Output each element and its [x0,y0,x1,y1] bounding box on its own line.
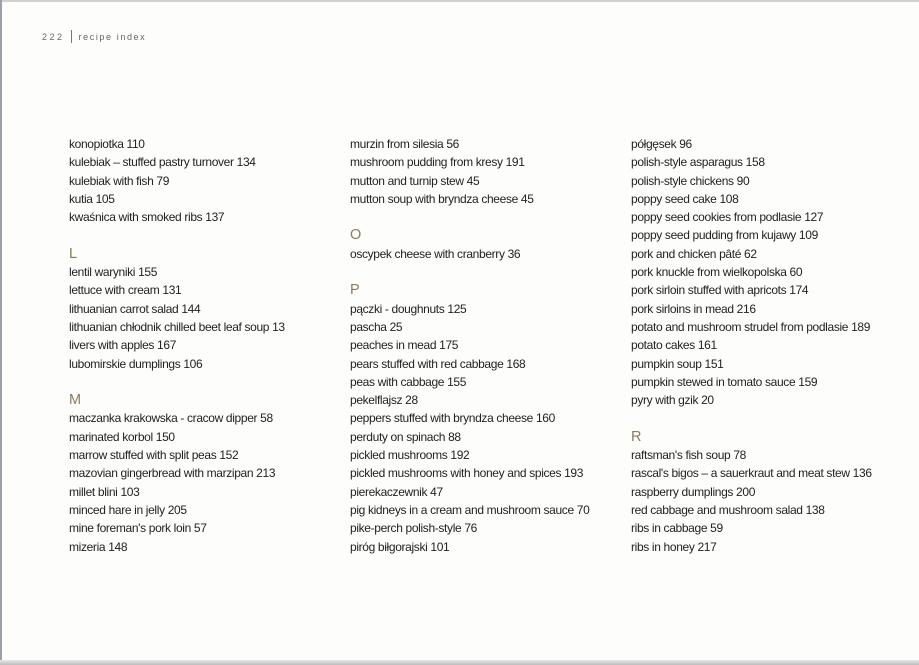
index-entry: mizeria 148 [69,539,128,554]
index-entry: polish-style asparagus 158 [631,155,765,170]
index-entry: kulebiak with fish 79 [69,173,170,188]
index-entry: mutton and turnip stew 45 [350,173,480,188]
index-entry: raspberry dumplings 200 [631,484,756,499]
spacer [69,226,285,244]
spacer [631,409,872,427]
index-entry: rascal's bigos – a sauerkraut and meat stew 136 [631,466,872,481]
index-entry: kutia 105 [69,191,115,206]
index-column-3 [631,135,872,556]
index-entry: poppy seed cake 108 [631,191,739,206]
index-entry: polish-style chickens 90 [631,173,750,188]
letter-heading: L [69,245,78,262]
index-entry: peas with cabbage 155 [350,374,467,389]
scan-edge-top [0,0,919,2]
index-entry: pork knuckle from wielkopolska 60 [631,265,803,280]
scan-edge-bottom [0,660,919,665]
index-entry: raftsman's fish soup 78 [631,448,746,463]
index-entry: marrow stuffed with split peas 152 [69,448,239,463]
index-column-2 [350,135,589,556]
index-entry: lentil waryniki 155 [69,265,158,280]
index-entry: pyry with gzik 20 [631,393,714,408]
letter-heading: R [631,428,642,445]
index-entry: kwaśnica with smoked ribs 137 [69,210,225,225]
page-number: 222 [42,31,65,42]
index-entry: pork and chicken pâté 62 [631,246,757,261]
index-entry: maczanka krakowska - cracow dipper 58 [69,411,273,426]
index-entry: marinated korbol 150 [69,429,175,444]
index-entry: pekelflajsz 28 [350,393,418,408]
index-column-1 [69,135,285,556]
index-entry: pumpkin soup 151 [631,356,724,371]
index-entry: pig kidneys in a cream and mushroom sauce 70 [350,502,590,517]
letter-heading: M [69,392,82,409]
index-entry: pascha 25 [350,319,403,334]
index-entry: pumpkin stewed in tomato sauce 159 [631,374,818,389]
index-entry: mazovian gingerbread with marzipan 213 [69,466,276,481]
index-entry: ribs in honey 217 [631,539,717,554]
letter-heading: P [350,282,360,299]
index-entry: peaches in mead 175 [350,338,459,353]
index-entry: lithuanian carrot salad 144 [69,301,201,316]
index-entry: mushroom pudding from kresy 191 [350,155,525,170]
index-entry: piróg biłgorajski 101 [350,539,450,554]
index-entry: pierekaczewnik 47 [350,484,443,499]
index-entry: peppers stuffed with bryndza cheese 160 [350,411,555,426]
index-entry: lubomirskie dumplings 106 [69,356,203,371]
section-title: recipe index [78,31,147,42]
index-entry: poppy seed pudding from kujawy 109 [631,228,818,243]
index-entry: oscypek cheese with cranberry 36 [350,246,521,261]
index-entry: potato and mushroom strudel from podlasie 189 [631,319,871,334]
index-entry: półgęsek 96 [631,137,692,151]
index-entry: perduty on spinach 88 [350,429,461,444]
index-entry: pączki - doughnuts 125 [350,301,467,316]
index-entry: pears stuffed with red cabbage 168 [350,356,526,371]
index-entry: poppy seed cookies from podlasie 127 [631,210,824,225]
index-entry: pickled mushrooms 192 [350,448,470,463]
index-entry: livers with apples 167 [69,338,177,353]
divider [71,30,72,43]
spacer [350,263,589,281]
index-entry: pickled mushrooms with honey and spices 193 [350,466,584,481]
index-entry: kulebiak – stuffed pastry turnover 134 [69,155,256,170]
running-head [42,30,146,43]
index-entry: lettuce with cream 131 [69,283,182,298]
index-entry: murzin from silesia 56 [350,137,460,151]
letter-heading: O [350,227,362,244]
index-entry: mine foreman's pork loin 57 [69,521,207,536]
index-entry: lithuanian chłodnik chilled beet leaf soup 13 [69,319,285,334]
index-entry: pork sirloin stuffed with apricots 174 [631,283,809,298]
index-entry: potato cakes 161 [631,338,717,353]
index-entry: pork sirloins in mead 216 [631,301,756,316]
scan-edge-left [0,0,2,665]
index-entry: minced hare in jelly 205 [69,502,187,517]
index-entry: ribs in cabbage 59 [631,521,723,536]
index-entry: konopiotka 110 [69,137,145,151]
index-entry: mutton soup with bryndza cheese 45 [350,191,534,206]
index-entry: millet blini 103 [69,484,140,499]
index-entry: red cabbage and mushroom salad 138 [631,502,825,517]
index-entry: pike-perch polish-style 76 [350,521,477,536]
spacer [69,373,285,391]
spacer [350,208,589,226]
